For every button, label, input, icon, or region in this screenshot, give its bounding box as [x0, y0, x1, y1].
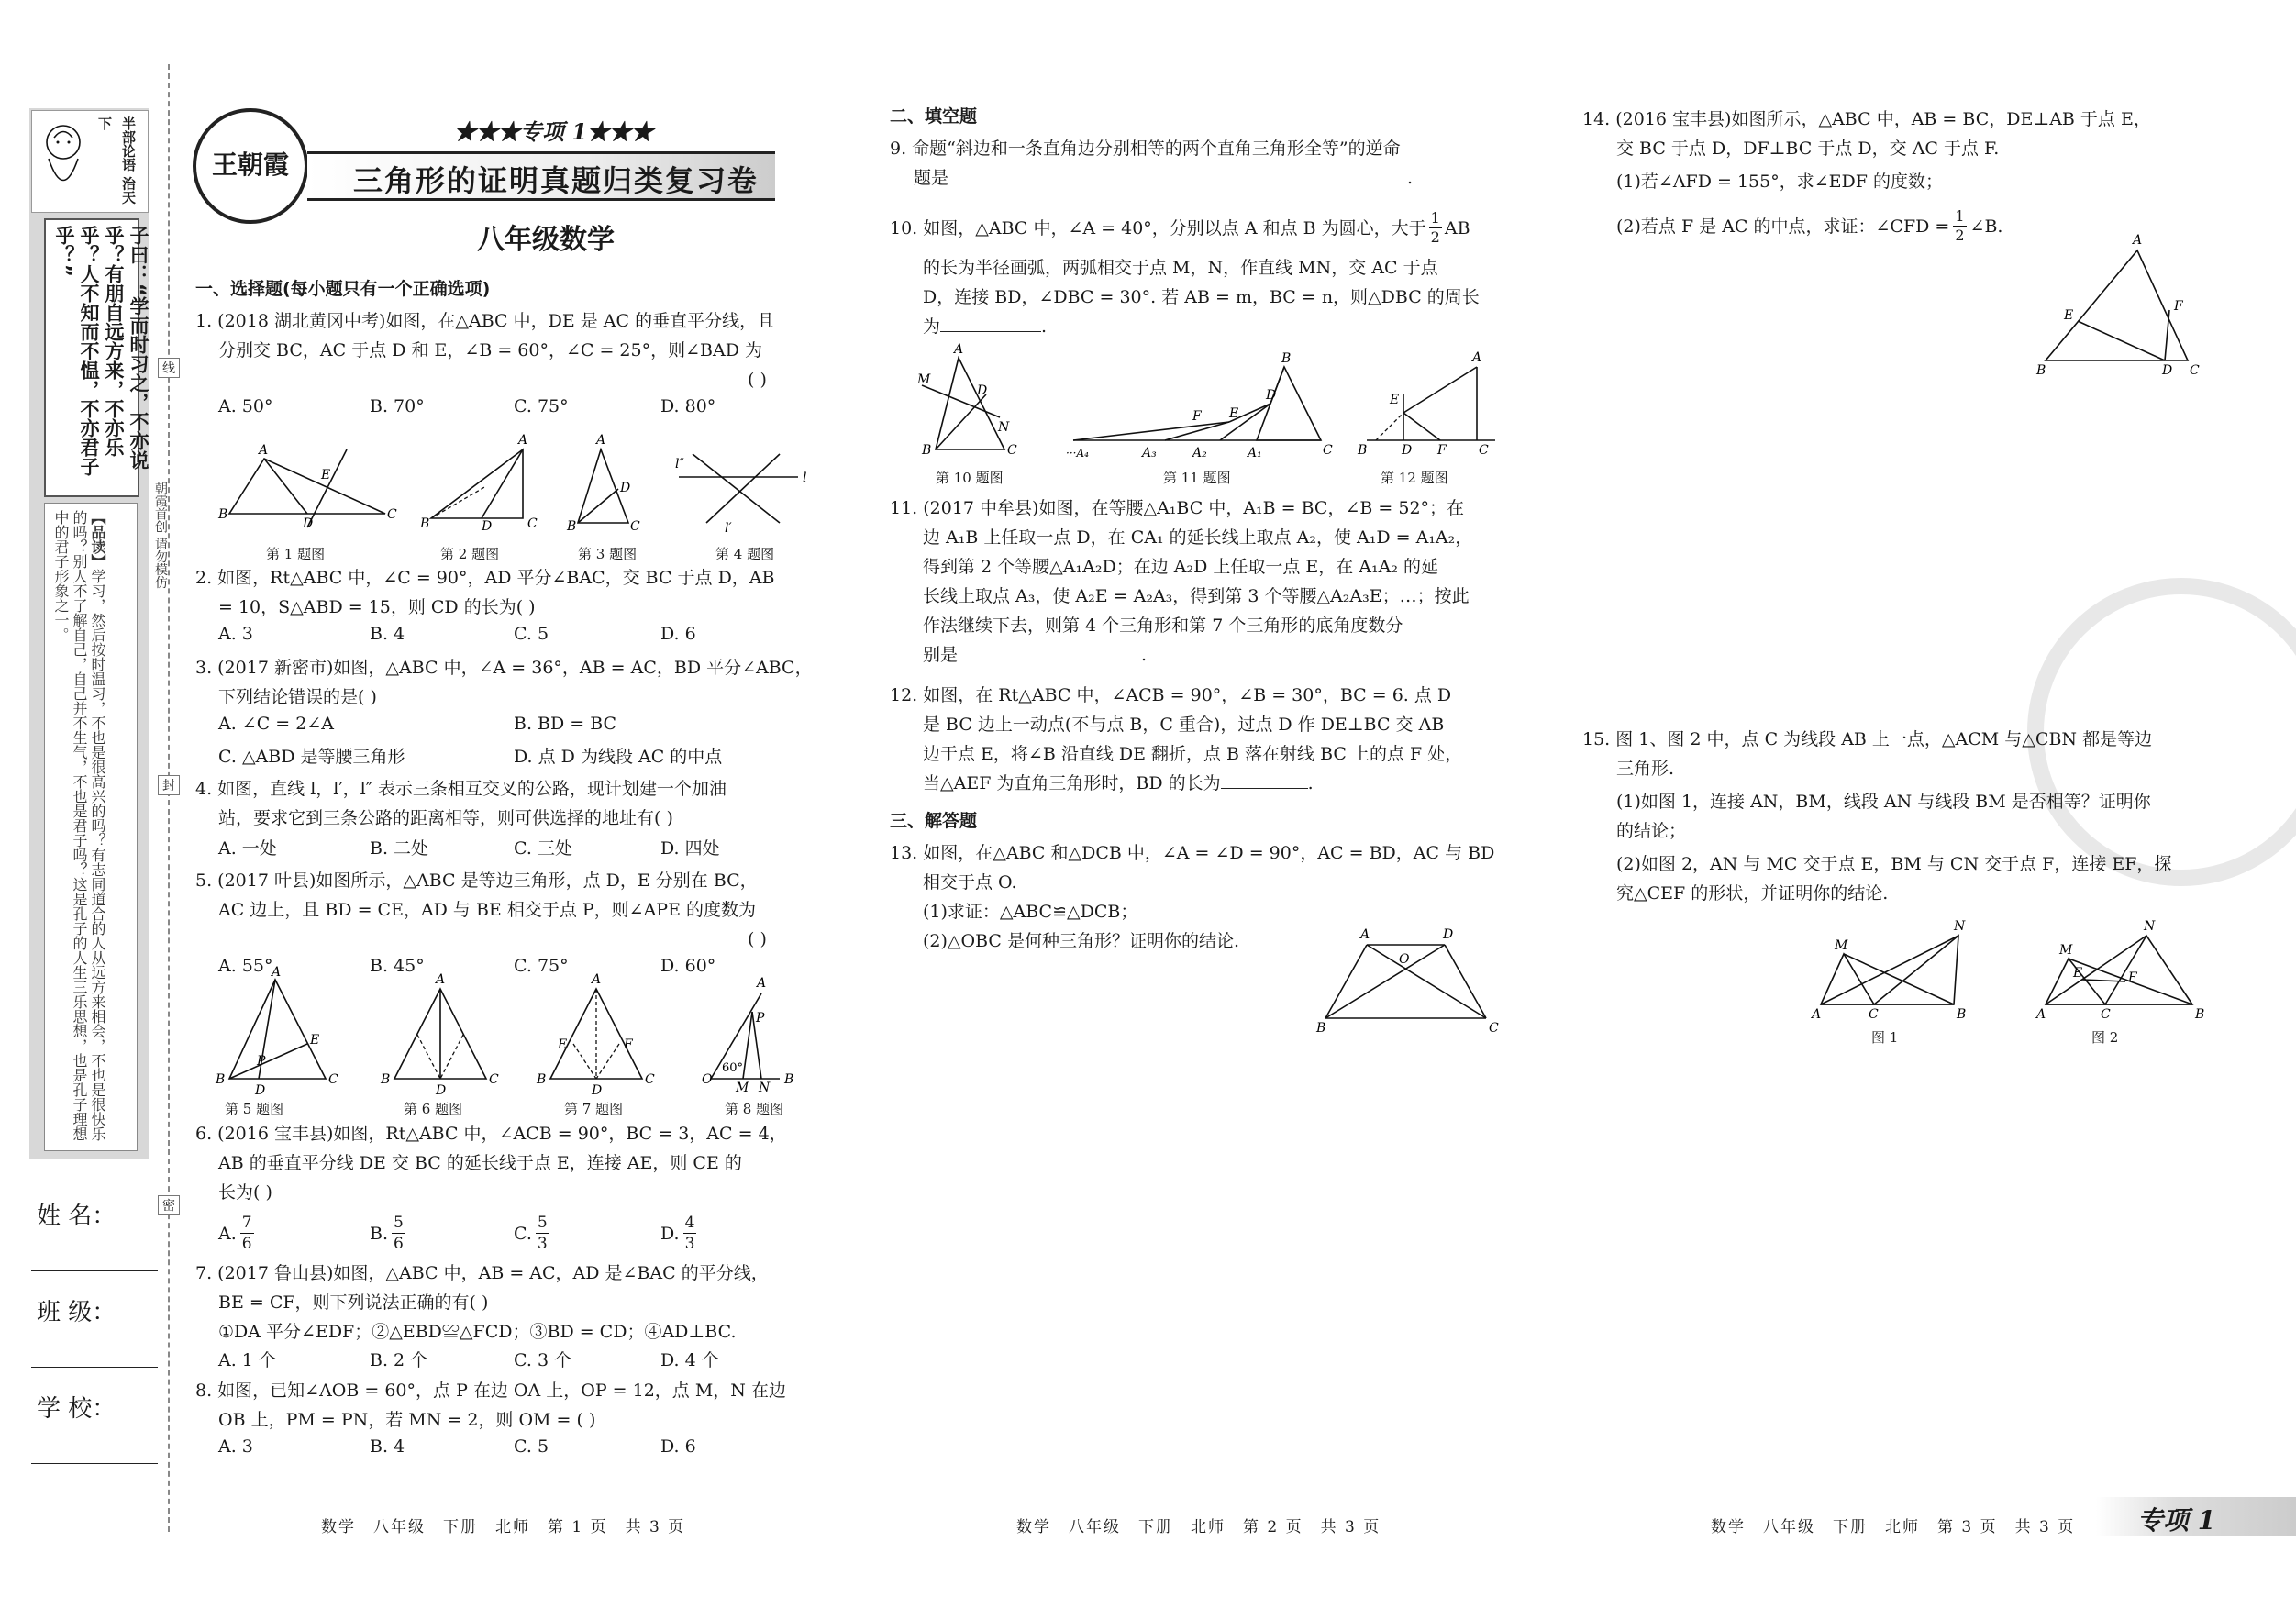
q4-line2: 站，要求它到三条公路的距离相等，则可供选择的地址有( )	[218, 808, 673, 828]
svg-text:C: C	[527, 516, 538, 531]
figures-row-c	[917, 342, 1523, 460]
q7-line3: ①DA 平分∠EDF；②△EBD≌△FCD；③BD = CD；④AD⊥BC.	[218, 1322, 737, 1342]
q3-options-row2	[218, 743, 722, 768]
svg-text:O: O	[702, 1072, 713, 1087]
q10-line3: D，连接 BD，∠DBC = 30°. 若 AB = m，BC = n，则△DBC 的周长	[923, 287, 1480, 307]
q1-option-d[interactable]: D. 80°	[660, 396, 716, 416]
svg-text:E: E	[321, 468, 331, 482]
q2-option-d[interactable]: D. 6	[660, 624, 696, 644]
logo	[193, 108, 308, 224]
q1-option-a[interactable]: A. 50°	[218, 396, 273, 416]
svg-text:B: B	[784, 1072, 794, 1087]
figure-6	[380, 972, 499, 1098]
sidebar-badge	[31, 110, 149, 213]
figure-10	[916, 342, 1017, 458]
q4-options	[218, 835, 720, 859]
svg-text:C: C	[630, 519, 640, 534]
svg-text:F: F	[2128, 970, 2137, 985]
figure-5	[215, 965, 338, 1098]
svg-text:M: M	[2059, 943, 2073, 958]
svg-text:A: A	[1812, 1007, 1822, 1022]
q15-line3: (1)如图 1，连接 AN，BM，线段 AN 与线段 BM 是否相等？证明你	[1616, 792, 2151, 812]
q13-line2: 相交于点 O.	[923, 872, 1017, 893]
seal-label-xian: 线	[158, 358, 180, 378]
svg-text:B: B	[537, 1072, 547, 1087]
fig6-caption: 第 6 题图	[404, 1101, 463, 1117]
svg-text:C: C	[328, 1072, 338, 1087]
q1-options	[218, 396, 715, 416]
pindu-label: 【品读】	[89, 510, 106, 569]
q3-options-row1	[218, 714, 616, 734]
fig12-caption: 第 12 题图	[1381, 470, 1448, 486]
q3-line1: 3. (2017 新密市)如图，△ABC 中，∠A = 36°，AB = AC，BD 平分∠ABC，	[195, 658, 813, 678]
q8-line2: OB 上，PM = PN，若 MN = 2，则 OM = ( )	[218, 1410, 596, 1430]
svg-text:E: E	[1229, 406, 1239, 421]
svg-text:B: B	[922, 443, 932, 458]
svg-text:A₁: A₁	[1248, 446, 1262, 460]
svg-text:C: C	[387, 507, 397, 522]
svg-text:F: F	[1192, 409, 1202, 424]
svg-text:E: E	[2073, 966, 2083, 981]
svg-text:M: M	[736, 1081, 749, 1095]
q11-line6: 别是 .	[923, 645, 1148, 665]
q13-line4: (2)△OBC 是何种三角形？证明你的结论.	[923, 931, 1240, 951]
svg-text:F: F	[1437, 443, 1447, 458]
school-input[interactable]	[31, 1463, 158, 1464]
svg-text:E: E	[2064, 308, 2074, 323]
figure-3	[566, 433, 640, 534]
svg-text:M: M	[1835, 938, 1848, 953]
q7-option-a[interactable]: A. 1 个	[218, 1350, 276, 1370]
fig4-caption: 第 4 题图	[715, 546, 775, 562]
q8-line1: 8. 如图，已知∠AOB = 60°，点 P 在边 OA 上，OP = 12，点 M，N 在边	[195, 1381, 786, 1401]
q10-line4: 为 .	[923, 316, 1048, 337]
q5-options	[218, 956, 715, 976]
q11-line5: 作法继续下去，则第 4 个三角形和第 7 个三角形的底角度数分	[923, 616, 1403, 636]
q13-line3: (1)求证：△ABC≌△DCB；	[923, 902, 1138, 922]
svg-text:C: C	[1869, 1007, 1879, 1022]
svg-text:D: D	[1443, 927, 1454, 942]
q2-option-a[interactable]: A. 3	[218, 624, 253, 644]
figure-2	[419, 433, 538, 534]
q10-line2: 的长为半径画弧，两弧相交于点 M，N，作直线 MN，交 AC 于点	[923, 258, 1438, 278]
q6-options	[218, 1213, 696, 1254]
page-title: 三角形的证明真题归类复习卷	[353, 163, 760, 198]
subject-title: 八年级数学	[477, 224, 615, 256]
svg-text:l″: l″	[675, 457, 684, 471]
svg-text:A: A	[2036, 1007, 2046, 1022]
svg-text:B: B	[1316, 1021, 1326, 1036]
svg-text:C: C	[2101, 1007, 2111, 1022]
section-2-heading: 二、填空题	[890, 106, 978, 127]
q13-line1: 13. 如图，在△ABC 和△DCB 中，∠A = ∠D = 90°，AC = BD，AC 与 BD	[890, 843, 1495, 863]
q5-option-d[interactable]: D. 60°	[660, 956, 716, 976]
svg-text:C: C	[489, 1072, 499, 1087]
fig8-caption: 第 8 题图	[725, 1101, 784, 1117]
pindu-text	[51, 510, 106, 1143]
series-label: ★★★专项 1★★★	[454, 118, 654, 145]
figure-11	[1066, 351, 1333, 460]
q2-line1: 2. 如图，Rt△ABC 中，∠C = 90°，AD 平分∠BAC，交 BC 于点 D，AB	[195, 568, 775, 588]
svg-text:l: l	[803, 471, 807, 485]
q8-options	[218, 1436, 696, 1457]
q12-line4: 当△AEF 为直角三角形时，BD 的长为 .	[923, 773, 1314, 793]
q3-option-b[interactable]: B. BD = BC	[514, 714, 617, 734]
q5-option-c[interactable]: C. 75°	[514, 956, 569, 976]
q11-line1: 11. (2017 中牟县)如图，在等腰△A₁BC 中，A₁B = BC，∠B = 52°；在	[890, 498, 1465, 518]
q6-option-a[interactable]: A. 7 6	[218, 1214, 252, 1253]
svg-text:B: B	[420, 516, 430, 531]
q12-line1: 12. 如图，在 Rt△ABC 中，∠ACB = 90°，∠B = 30°，BC = 6. 点 D	[890, 685, 1452, 705]
q4-option-d[interactable]: D. 四处	[660, 838, 720, 859]
svg-text:D: D	[977, 383, 988, 398]
q9-line1: 9. 命题“斜边和一条直角边分别相等的两个直角三角形全等”的逆命	[890, 139, 1401, 159]
q12-line3: 边于点 E，将∠B 沿直线 DE 翻折，点 B 落在射线 BC 上的点 F 处，	[923, 744, 1463, 764]
svg-text:C: C	[1489, 1021, 1499, 1036]
svg-text:A: A	[1360, 927, 1370, 942]
svg-text:A: A	[757, 976, 767, 991]
svg-text:A: A	[259, 443, 269, 458]
q6-option-c[interactable]: C. 5 3	[514, 1214, 548, 1253]
svg-text:D: D	[255, 1083, 266, 1098]
svg-text:N: N	[998, 420, 1010, 435]
q1-line2: 分别交 BC，AC 于点 D 和 E，∠B = 60°，∠C = 25°，则∠BAD 为	[218, 340, 762, 360]
figure-15-2	[2035, 919, 2204, 1022]
page-footer-2: 数学 八年级 下册 北师 第 2 页 共 3 页	[1016, 1518, 1381, 1536]
q14-line2: 交 BC 于点 D，DF⊥BC 于点 D，交 AC 于点 F.	[1616, 139, 2000, 159]
q12-answer-blank[interactable]	[1221, 771, 1308, 789]
q8-option-a[interactable]: A. 3	[218, 1436, 253, 1457]
svg-text:B: B	[1358, 443, 1368, 458]
q9-line2: 题是 .	[914, 168, 1414, 188]
confucius-quote: 子曰：“学而时习之，不亦说乎？有朋自远方来，不亦乐乎？人不知而不愠，不亦君子乎？”	[53, 226, 150, 476]
q6-line2: AB 的垂直平分线 DE 交 BC 的延长线于点 E，连接 AE，则 CE 的	[218, 1153, 742, 1173]
class-input[interactable]	[31, 1367, 158, 1368]
q2-line2: = 10，S△ABD = 15，则 CD 的长为( )	[218, 597, 536, 617]
svg-text:B: B	[1957, 1007, 1967, 1022]
svg-text:B: B	[216, 1072, 226, 1087]
svg-text:A₃: A₃	[1142, 446, 1157, 460]
svg-text:A: A	[1472, 350, 1482, 365]
q7-line2: BE = CF，则下列说法正确的有( )	[218, 1292, 489, 1313]
q1-option-b[interactable]: B. 70°	[370, 396, 425, 416]
figures-row-a	[211, 431, 1037, 541]
school-label: 学 校：	[37, 1395, 116, 1423]
q2-options	[218, 624, 696, 644]
fig2-caption: 第 2 题图	[440, 546, 500, 562]
q1-option-c[interactable]: C. 75°	[514, 396, 569, 416]
name-input[interactable]	[31, 1270, 158, 1271]
svg-text:P: P	[756, 1011, 765, 1026]
confucius-icon	[36, 115, 91, 206]
q15-line1: 15. 图 1、图 2 中，点 C 为线段 AB 上一点，△ACM 与△CBN 都是等边	[1582, 729, 2153, 749]
q4-option-a[interactable]: A. 一处	[218, 838, 277, 859]
q11-answer-blank[interactable]	[958, 643, 1141, 660]
svg-text:A: A	[954, 342, 964, 357]
q11-line3: 得到第 2 个等腰△A₁A₂D；在边 A₂D 上任取一点 E，在 A₁A₂ 的延	[923, 557, 1439, 577]
q4-option-c[interactable]: C. 三处	[514, 838, 572, 859]
q12-line2: 是 BC 边上一动点(不与点 B，C 重合)，过点 D 作 DE⊥BC 交 AB	[923, 715, 1445, 735]
svg-text:E: E	[558, 1037, 568, 1052]
svg-text:···A₄: ···A₄	[1066, 447, 1089, 460]
seal-line	[168, 64, 170, 1532]
q14-line3: (1)若∠AFD = 155°，求∠EDF 的度数；	[1616, 172, 1943, 192]
figure-12	[1357, 350, 1495, 458]
logo-text: 王朝霞	[211, 150, 289, 180]
q15-line6: 究△CEF 的形状，并证明你的结论.	[1616, 883, 1889, 904]
q5-line1: 5. (2017 叶县)如图所示，△ABC 是等边三角形，点 D，E 分别在 BC，	[195, 871, 758, 891]
q6-option-b[interactable]: B. 5 6	[370, 1214, 404, 1253]
q1-line1: 1. (2018 湖北黄冈中考)如图，在△ABC 中，DE 是 AC 的垂直平分线，且	[195, 311, 775, 331]
q4-line1: 4. 如图，直线 l，l′，l″ 表示三条相互交叉的公路，现计划建一个加油	[195, 779, 727, 799]
section-3-heading: 三、解答题	[890, 811, 978, 831]
figure-14	[2032, 233, 2215, 383]
svg-text:B: B	[381, 1072, 391, 1087]
q11-line4: 长线上取点 A₃，使 A₂E = A₂A₃，得到第 3 个等腰△A₂A₃E；…；按此	[923, 586, 1470, 606]
q10-line1: 10. 如图，△ABC 中，∠A = 40°，分别以点 A 和点 B 为圆心，大于 1 2 AB	[890, 209, 1470, 246]
svg-text:A: A	[436, 972, 446, 987]
seal-label-mi: 密	[158, 1195, 180, 1215]
svg-text:A: A	[592, 972, 602, 987]
svg-text:D: D	[1402, 443, 1413, 458]
q7-line1: 7. (2017 鲁山县)如图，△ABC 中，AB = AC，AD 是∠BAC 的平分线，	[195, 1263, 769, 1283]
q5-option-a[interactable]: A. 55°	[218, 956, 273, 976]
svg-text:C: C	[2190, 363, 2200, 378]
fig15-1-caption: 图 1	[1871, 1029, 1899, 1046]
figure-8	[702, 976, 793, 1095]
svg-text:D: D	[303, 516, 314, 531]
figure-7	[536, 972, 655, 1098]
q8-option-b[interactable]: B. 4	[370, 1436, 405, 1457]
section-1-heading: 一、选择题(每小题只有一个正确选项)	[195, 279, 491, 299]
q15-line5: (2)如图 2，AN 与 MC 交于点 E，BM 与 CN 交于点 F，连接 EF，探	[1616, 854, 2172, 874]
q8-option-c[interactable]: C. 5	[514, 1436, 549, 1457]
svg-text:A₂: A₂	[1192, 446, 1207, 460]
q15-line2: 三角形.	[1616, 759, 1675, 779]
svg-text:N: N	[2144, 919, 2156, 934]
svg-text:A: A	[272, 965, 282, 980]
q7-option-c[interactable]: C. 3 个	[514, 1350, 572, 1370]
svg-text:B: B	[2036, 363, 2046, 378]
name-label: 姓 名：	[37, 1203, 116, 1230]
svg-text:B: B	[1281, 351, 1292, 366]
figure-13	[1316, 926, 1500, 1037]
section-tab-label: 专项 1	[2137, 1505, 2216, 1536]
svg-text:D: D	[436, 1083, 447, 1098]
svg-text:C: C	[645, 1072, 655, 1087]
page-footer-3: 数学 八年级 下册 北师 第 3 页 共 3 页	[1711, 1518, 2076, 1536]
q4-option-b[interactable]: B. 二处	[370, 838, 429, 859]
figure-1	[217, 443, 397, 531]
q2-option-b[interactable]: B. 4	[370, 624, 405, 644]
svg-text:E: E	[1390, 393, 1400, 407]
svg-text:F: F	[2174, 299, 2183, 314]
svg-text:B: B	[567, 519, 577, 534]
q5-answer-blank[interactable]: ( )	[748, 929, 767, 949]
svg-text:P: P	[257, 1054, 266, 1069]
q6-line1: 6. (2016 宝丰县)如图，Rt△ABC 中，∠ACB = 90°，BC = 3，AC = 4，	[195, 1124, 787, 1144]
q1-answer-blank[interactable]: ( )	[748, 370, 767, 390]
q6-option-d[interactable]: D. 4 3	[660, 1214, 695, 1253]
q7-option-b[interactable]: B. 2 个	[370, 1350, 428, 1370]
figure-15-1	[1810, 919, 1966, 1022]
q7-option-d[interactable]: D. 4 个	[660, 1350, 719, 1370]
svg-text:D: D	[592, 1083, 603, 1098]
svg-text:F: F	[624, 1037, 633, 1052]
svg-text:M: M	[917, 372, 931, 387]
svg-text:N: N	[1954, 919, 1966, 934]
svg-text:D: D	[482, 519, 493, 534]
q8-option-d[interactable]: D. 6	[660, 1436, 696, 1457]
fig10-caption: 第 10 题图	[936, 470, 1004, 486]
pindu-body: 学习，然后按时温习，不也是很高兴的吗？有志同道合的人从远方来相会，不也是很快乐的吗？别人不了解自己，自己并不生气，不也是君子吗？这是孔子的人生三乐思想，也是孔子理想中的君子形象之一。	[52, 510, 106, 1141]
svg-text:A: A	[596, 433, 606, 448]
class-label: 班 级：	[37, 1299, 116, 1326]
page-footer-1: 数学 八年级 下册 北师 第 1 页 共 3 页	[321, 1518, 686, 1536]
q9-answer-blank[interactable]	[948, 166, 1407, 183]
svg-text:C: C	[1323, 443, 1333, 458]
q14-line1: 14. (2016 宝丰县)如图所示，△ABC 中，AB = BC，DE⊥AB 于点 E，	[1582, 109, 2151, 129]
q5-option-b[interactable]: B. 45°	[370, 956, 425, 976]
fig7-caption: 第 7 题图	[564, 1101, 624, 1117]
badge-text: 半部论语 治天下	[96, 116, 137, 205]
svg-text:N: N	[759, 1081, 771, 1095]
svg-text:B: B	[2195, 1007, 2205, 1022]
q5-line2: AC 边上，且 BD = CE，AD 与 BE 相交于点 P，则∠APE 的度数为	[218, 900, 757, 920]
svg-text:60°: 60°	[722, 1061, 744, 1075]
q7-options	[218, 1347, 719, 1371]
svg-text:E: E	[310, 1033, 320, 1048]
q14-line4: (2)若点 F 是 AC 的中点，求证：∠CFD = $\frac{1}{2}$ ∠B.	[1616, 207, 2003, 244]
svg-text:A: A	[2133, 233, 2143, 248]
svg-text:l′: l′	[725, 521, 732, 536]
q3-option-d[interactable]: D. 点 D 为线段 AC 的中点	[514, 747, 723, 767]
fig11-caption: 第 11 题图	[1163, 470, 1231, 486]
q10-answer-blank[interactable]	[940, 315, 1041, 332]
svg-text:O: O	[1399, 952, 1410, 967]
svg-text:D: D	[2162, 363, 2173, 378]
figures-row-d	[1802, 917, 2261, 1022]
svg-text:D: D	[620, 481, 631, 495]
q3-option-c[interactable]: C. △ABD 是等腰三角形	[218, 747, 405, 767]
svg-text:C: C	[1479, 443, 1489, 458]
q3-line2: 下列结论错误的是( )	[218, 687, 377, 707]
fig15-2-caption: 图 2	[2091, 1029, 2119, 1046]
q11-line2: 边 A₁B 上任取一点 D，在 CA₁ 的延长线上取点 A₂，使 A₁D = A₁A₂，	[923, 527, 1473, 548]
fig3-caption: 第 3 题图	[578, 546, 638, 562]
q2-option-c[interactable]: C. 5	[514, 624, 549, 644]
q6-line3: 长为( )	[218, 1182, 272, 1203]
fig5-caption: 第 5 题图	[225, 1101, 284, 1117]
svg-text:B: B	[218, 507, 228, 522]
fig1-caption: 第 1 题图	[266, 546, 326, 562]
svg-text:D: D	[1266, 388, 1277, 403]
seal-label-feng: 封	[158, 775, 180, 795]
figure-4	[675, 454, 806, 536]
svg-text:C: C	[1007, 443, 1017, 458]
q15-line4: 的结论；	[1616, 821, 1687, 841]
svg-text:A: A	[518, 433, 528, 448]
q3-option-a[interactable]: A. ∠C = 2∠A	[218, 714, 334, 734]
seal-slogan: 朝霞首创 请勿模仿	[153, 482, 168, 589]
